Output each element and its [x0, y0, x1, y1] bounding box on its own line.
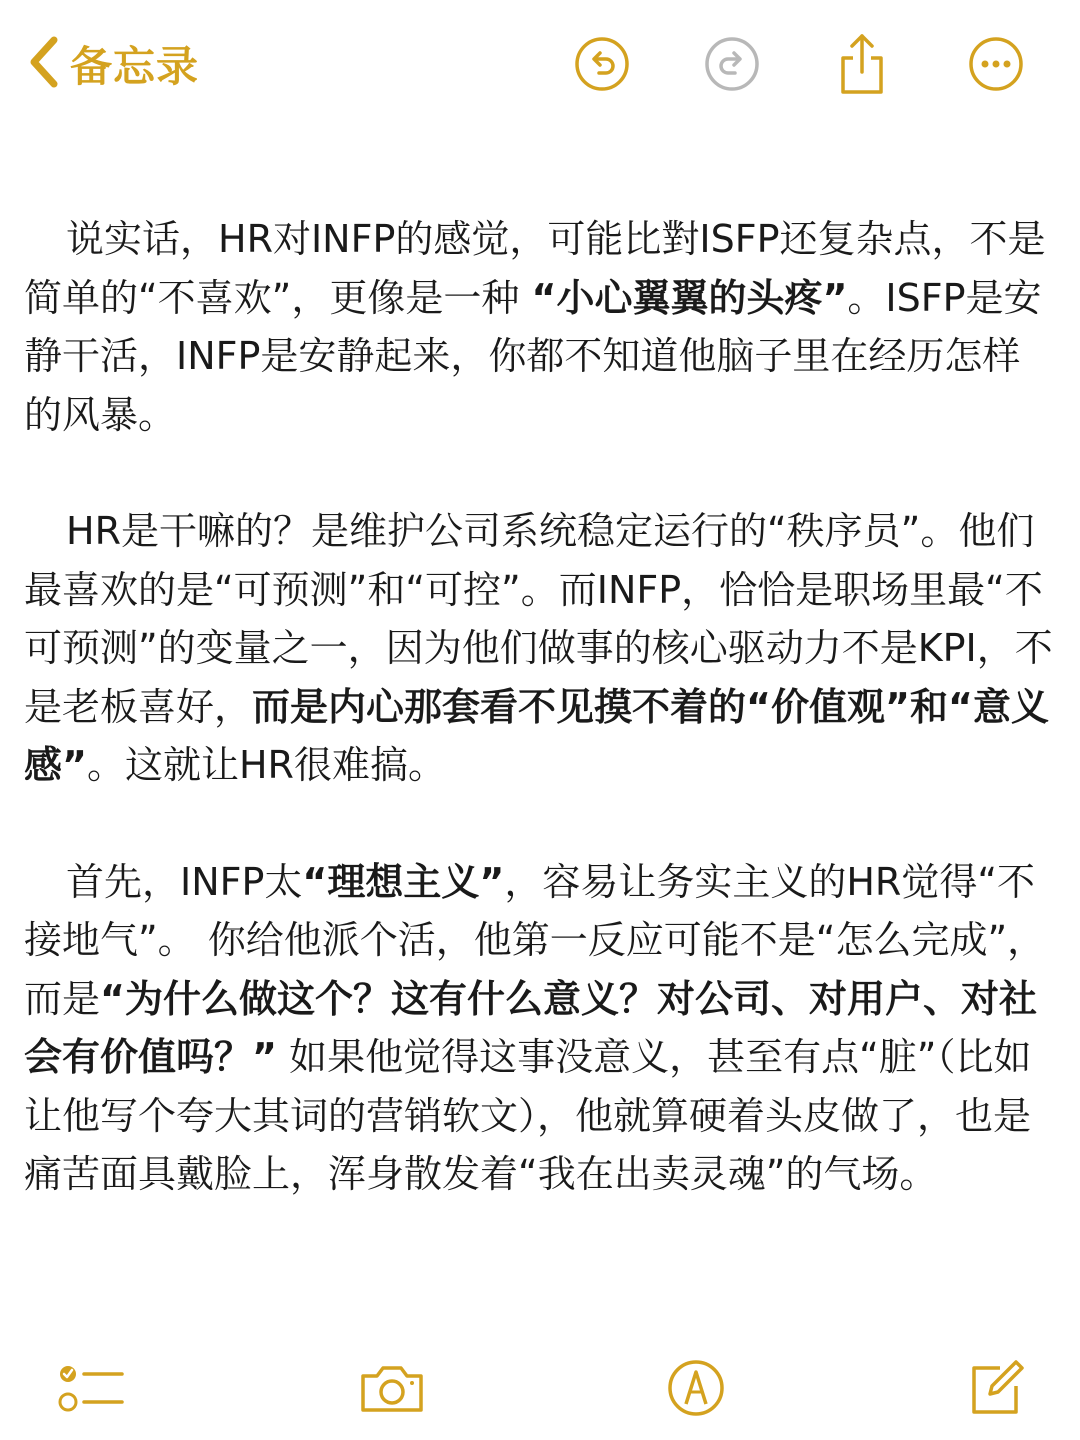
navigation-bar	[0, 0, 1080, 130]
markup-icon	[666, 1358, 726, 1422]
redo-icon	[703, 35, 761, 97]
note-text-bold: “为什么做这个？这有什么意义？对公司、对用户、对社会有价值吗？”	[24, 976, 1037, 1079]
camera-button[interactable]	[356, 1356, 428, 1424]
bottom-toolbar	[0, 1350, 1080, 1430]
note-body[interactable]	[24, 210, 1056, 1262]
note-text: 说实话，HR对INFP的感觉，可能比對ISFP还复杂点，不是简单的“不喜欢”，更像是一种	[24, 217, 1046, 320]
note-text: 。ISFP是安静干活，INFP是安静起来，你都不知道他脑子里在经历怎样的风暴。	[24, 275, 1042, 437]
back-button[interactable]	[26, 34, 199, 94]
more-button[interactable]	[966, 36, 1026, 96]
note-text: HR是干嘛的？是维护公司系统稳定运行的“秩序员”。他们最喜欢的是“可预测”和“可控”。而INFP，恰恰是职场里最“不可预测”的变量之一，因为他们做事的核心驱动力不是KPI，不是老板喜好，	[24, 509, 1053, 729]
note-text: 如果他觉得这事没意义，甚至有点“脏”（比如让他写个夸大其词的营销软文），他就算硬着头皮做了，也是痛苦面具戴脸上，浑身散发着“我在出卖灵魂”的气场。	[24, 1035, 1032, 1196]
note-text: 。这就让HR很难搞。	[86, 743, 446, 787]
note-paragraph	[24, 210, 1056, 444]
checklist-button[interactable]	[54, 1356, 126, 1424]
more-icon	[967, 35, 1025, 97]
note-text-bold: “理想主义”	[302, 859, 505, 904]
note-paragraph	[24, 502, 1056, 795]
share-button[interactable]	[832, 36, 892, 96]
note-text: 首先，INFP太	[66, 859, 303, 904]
compose-button[interactable]	[960, 1356, 1032, 1424]
note-text: ，容易让务实主义的HR觉得“不接地气”。 你给他派个活，他第一反应可能不是“怎么完成”，而是	[24, 859, 1046, 1021]
share-icon	[833, 32, 891, 100]
redo-button[interactable]	[702, 36, 762, 96]
note-text-bold: 而是内心那套看不见摸不着的“价值观”和“意义感”	[24, 684, 1049, 787]
chevron-left-icon	[26, 34, 62, 94]
markup-button[interactable]	[660, 1356, 732, 1424]
compose-icon	[966, 1358, 1026, 1422]
undo-button[interactable]	[572, 36, 632, 96]
note-paragraph	[24, 853, 1056, 1204]
camera-icon	[357, 1360, 427, 1420]
note-text-bold: “小心翼翼的头疼”	[531, 275, 848, 320]
undo-icon	[573, 35, 631, 97]
back-label: 备忘录	[70, 42, 200, 91]
checklist-icon	[54, 1358, 126, 1422]
